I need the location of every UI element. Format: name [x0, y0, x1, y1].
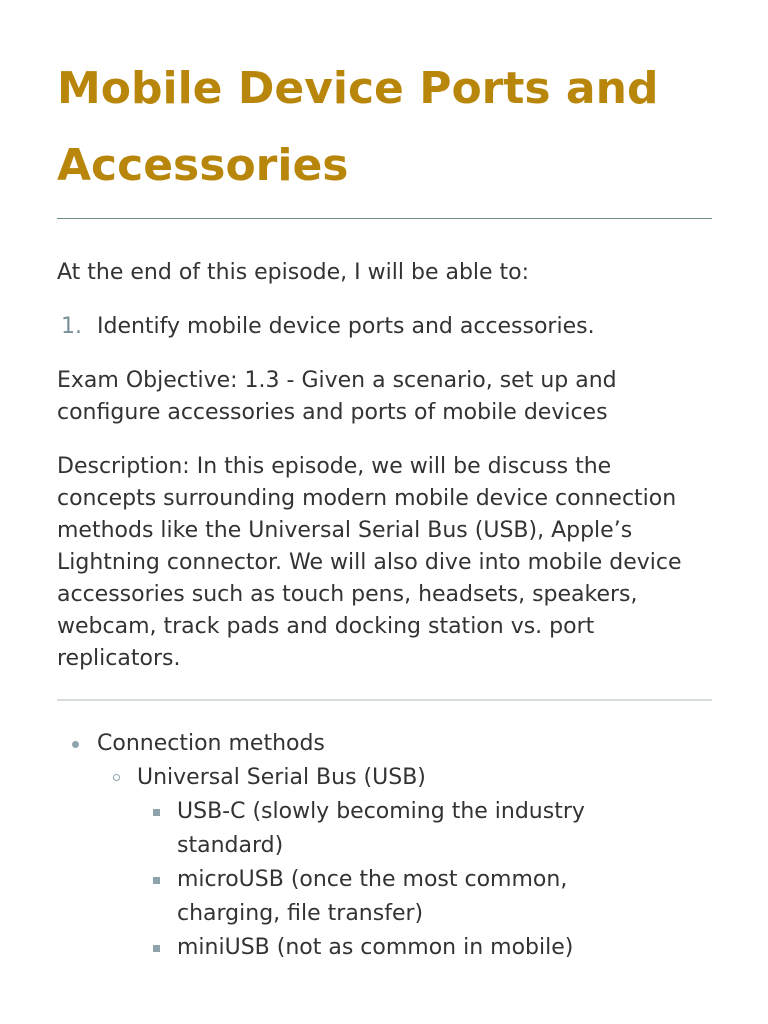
exam-objective: Exam Objective: 1.3 - Given a scenario, set up and configure accessories and ports of mobile devices — [57, 368, 617, 425]
outline-item-usb — [97, 761, 712, 965]
square-bullet-icon — [153, 945, 160, 952]
disc-bullet-icon — [72, 741, 79, 748]
objectives-list — [57, 311, 712, 343]
usb-type-text: microUSB (once the most common, charging, file transfer) — [177, 867, 568, 926]
section-divider — [57, 699, 712, 701]
square-bullet-icon — [153, 809, 160, 816]
title-divider — [57, 218, 712, 219]
square-bullet-icon — [153, 877, 160, 884]
intro-text: At the end of this episode, I will be able to: — [57, 260, 530, 285]
usb-type-text: USB-C (slowly becoming the industry standard) — [177, 799, 585, 858]
outline-subitem-label: Universal Serial Bus (USB) — [137, 765, 426, 790]
objective-text: Identify mobile device ports and accessories. — [97, 314, 595, 339]
outline-list — [57, 727, 712, 965]
usb-type-item — [137, 931, 677, 965]
episode-description: Description: In this episode, we will be discuss the concepts surrounding modern mobile device connection methods like the Universal Serial Bus (USB), Apple’s Lightning connector. We will also dive into mobile device accessories such as touch pens, headsets, speakers, webcam, track pads and docking station vs. port replicators. — [57, 454, 682, 671]
page-title: Mobile Device Ports and Accessories — [57, 63, 659, 191]
usb-types-list — [137, 795, 712, 965]
outline-sublist — [97, 761, 712, 965]
circle-bullet-icon — [113, 774, 120, 781]
usb-type-text: miniUSB (not as common in mobile) — [177, 935, 574, 960]
usb-type-item — [137, 863, 677, 931]
objective-item — [57, 311, 712, 343]
outline-item-connection-methods — [57, 727, 712, 965]
usb-type-item — [137, 795, 677, 863]
objective-number: 1. — [61, 314, 82, 339]
outline-item-label: Connection methods — [97, 731, 325, 756]
